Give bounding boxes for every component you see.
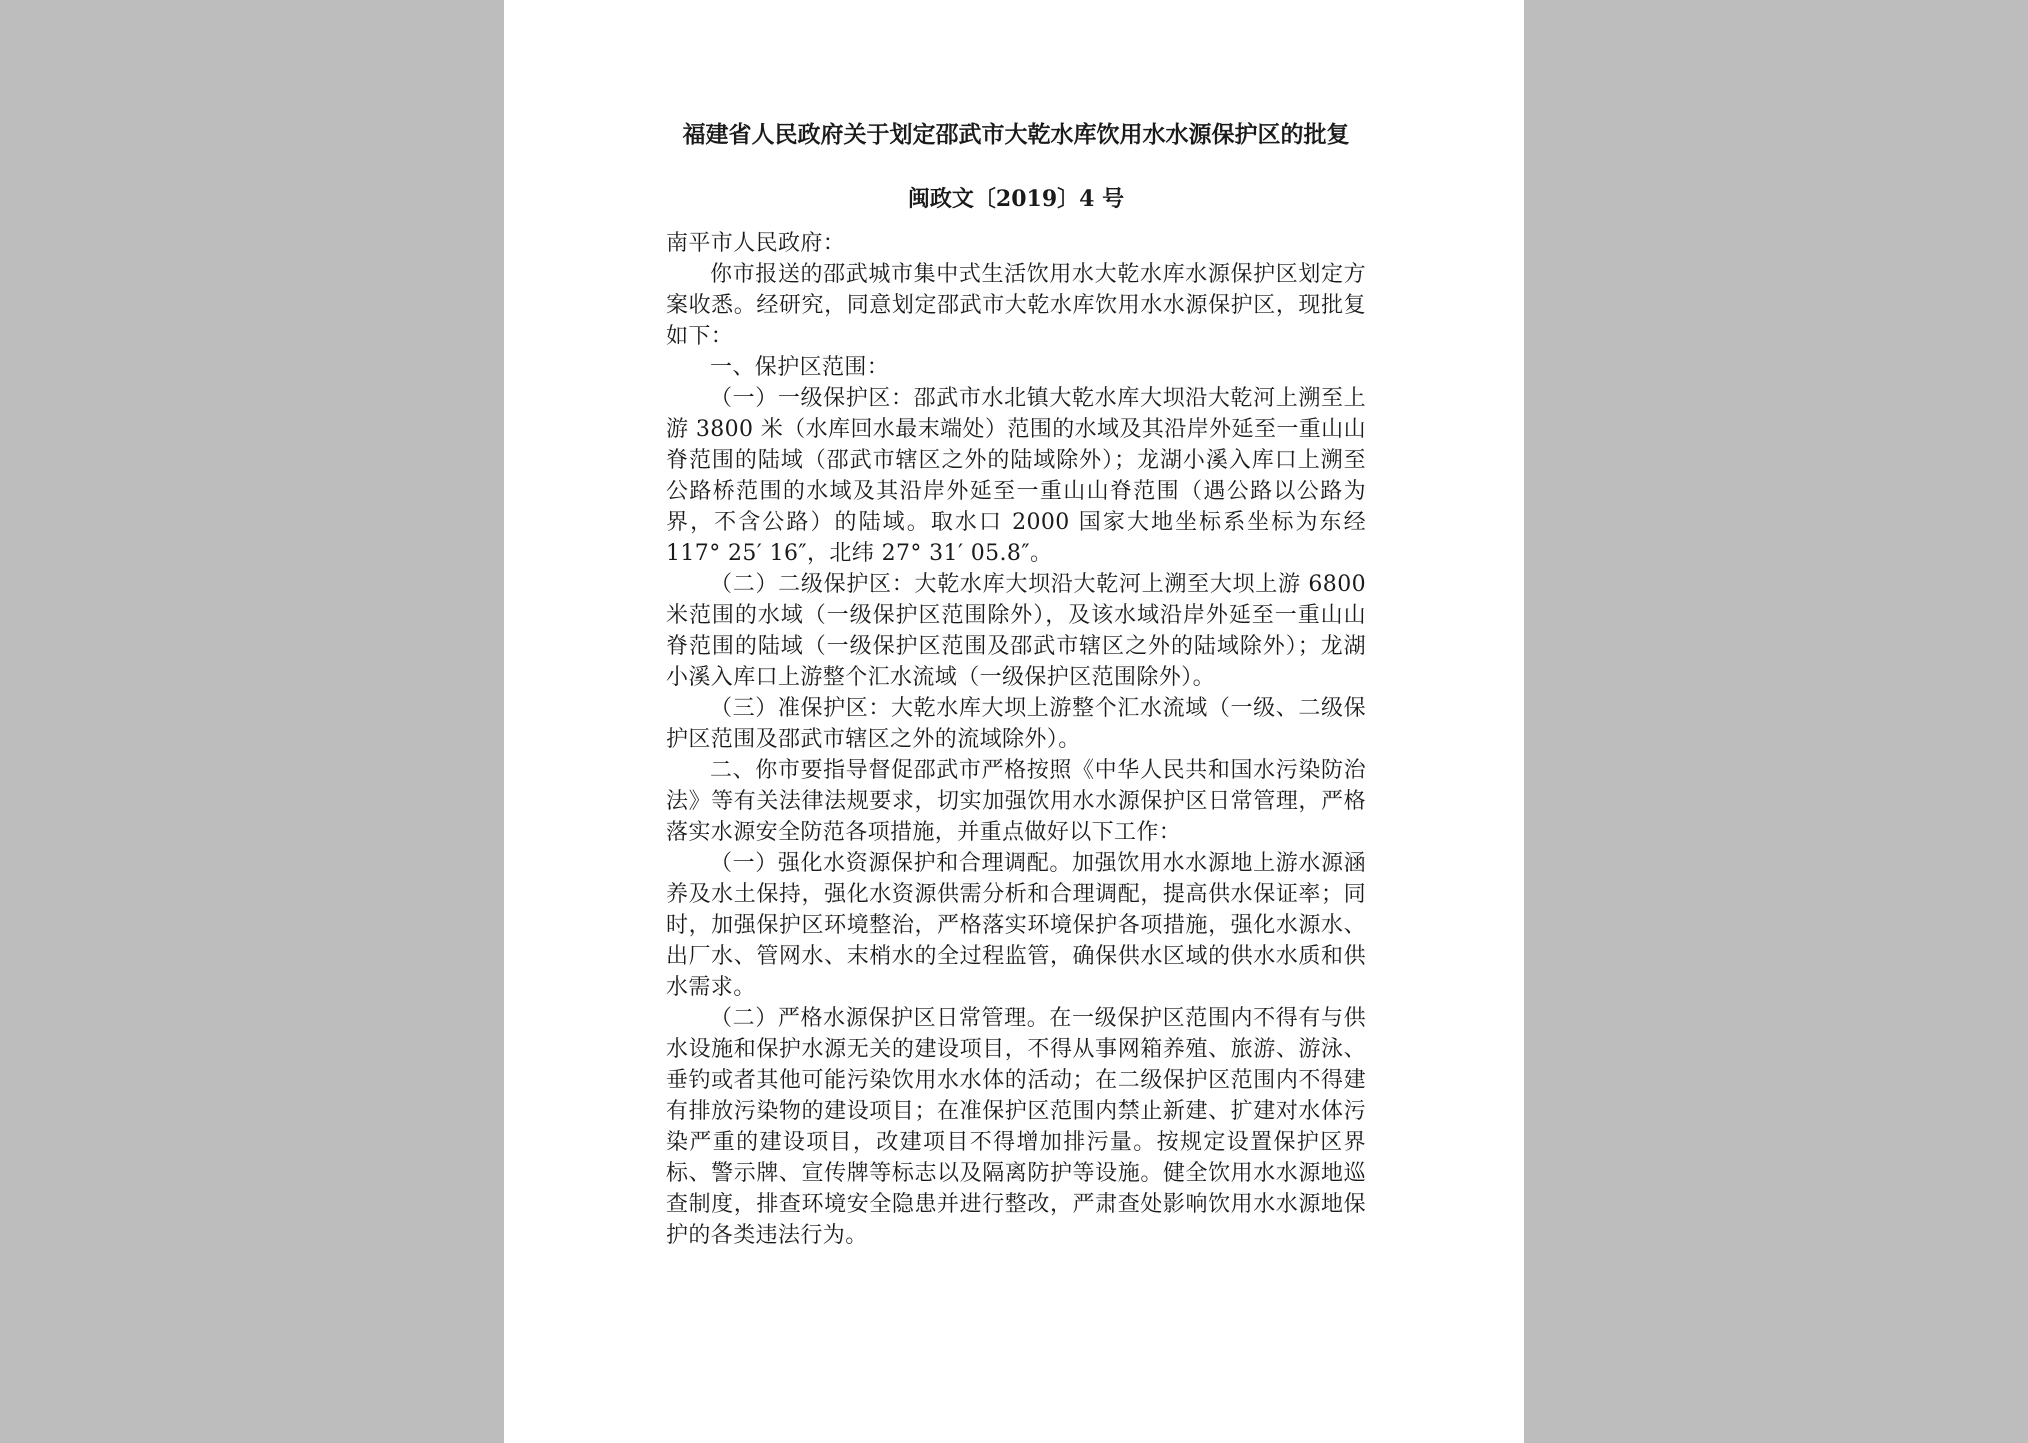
document-content [666,118,1366,1251]
document-title: 福建省人民政府关于划定邵武市大乾水库饮用水水源保护区的批复 [682,121,1350,148]
section-heading-1: 一、保护区范围： [710,355,890,380]
paragraph-intro: 你市报送的邵武城市集中式生活饮用水大乾水库水源保护区划定方案收悉。经研究，同意划定邵武市大乾水库饮用水水源保护区，现批复如下： [666,262,1366,349]
paragraph-level2-zone: （二）二级保护区：大乾水库大坝沿大乾河上溯至大坝上游 6800 米范围的水域（一级保护区范围除外），及该水域沿岸外延至一重山山脊范围的陆域（一级保护区范围及邵武市辖区之外的陆域除外）；龙湖小溪入库口上游整个汇水流域（一级保护区范围除外）。 [666,572,1366,690]
paragraph-quasi-zone: （三）准保护区：大乾水库大坝上游整个汇水流域（一级、二级保护区范围及邵武市辖区之外的流域除外）。 [666,696,1366,752]
addressee: 南平市人民政府： [666,231,846,256]
document-page [504,0,1524,1443]
document-number: 闽政文〔2019〕4 号 [907,186,1125,212]
paragraph-water-resources: （一）强化水资源保护和合理调配。加强饮用水水源地上游水源涵养及水土保持，强化水资源供需分析和合理调配，提高供水保证率；同时，加强保护区环境整治，严格落实环境保护各项措施，强化水源水、出厂水、管网水、末梢水的全过程监管，确保供水区域的供水水质和供水需求。 [666,851,1366,1000]
paragraph-daily-management: （二）严格水源保护区日常管理。在一级保护区范围内不得有与供水设施和保护水源无关的建设项目，不得从事网箱养殖、旅游、游泳、垂钓或者其他可能污染饮用水水体的活动；在二级保护区范围内不得建有排放污染物的建设项目；在准保护区范围内禁止新建、扩建对水体污染严重的建设项目，改建项目不得增加排污量。按规定设置保护区界标、警示牌、宣传牌等标志以及隔离防护等设施。健全饮用水水源地巡查制度，排查环境安全隐患并进行整改，严肃查处影响饮用水水源地保护的各类违法行为。 [666,1006,1366,1248]
paragraph-level1-zone: （一）一级保护区：邵武市水北镇大乾水库大坝沿大乾河上溯至上游 3800 米（水库回水最末端处）范围的水域及其沿岸外延至一重山山脊范围的陆域（邵武市辖区之外的陆域除外）；龙湖小溪入库口上溯至公路桥范围的水域及其沿岸外延至一重山山脊范围（遇公路以公路为界，不含公路）的陆域。取水口 2000 国家大地坐标系坐标为东经 117° 25′ 16″，北纬 27° 31′ 05.8″。 [666,386,1366,566]
section-heading-2: 二、你市要指导督促邵武市严格按照《中华人民共和国水污染防治法》等有关法律法规要求，切实加强饮用水水源保护区日常管理，严格落实水源安全防范各项措施，并重点做好以下工作： [666,758,1366,845]
